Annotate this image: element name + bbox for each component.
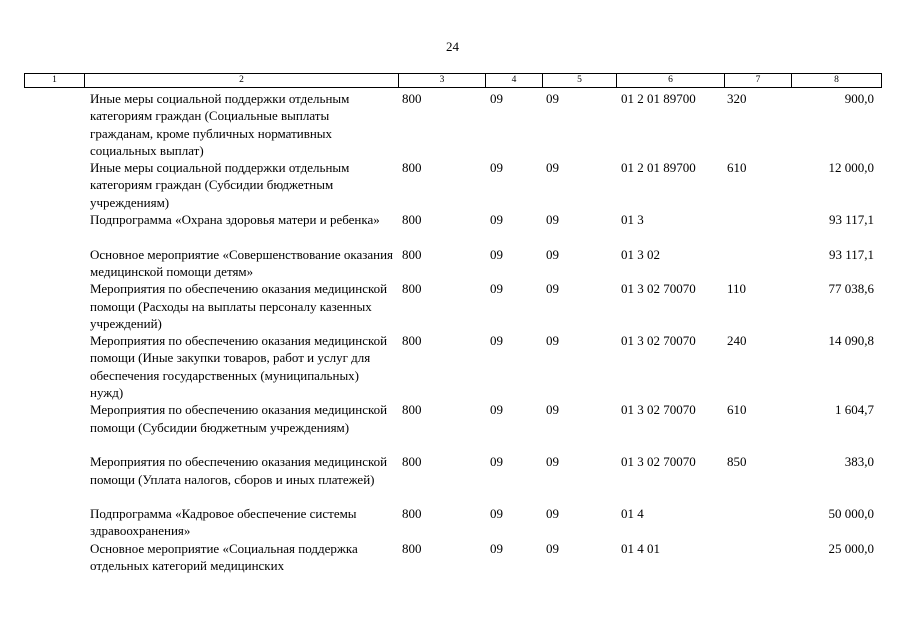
row-col-8: 12 000,0	[828, 160, 874, 176]
table-row	[0, 540, 905, 575]
row-col-4: 09	[490, 540, 503, 556]
row-col-7: 240	[727, 333, 747, 349]
row-col-8: 1 604,7	[835, 402, 874, 418]
row-col-3: 800	[402, 454, 422, 470]
row-col-7: 320	[727, 91, 747, 106]
row-col-5: 09	[546, 91, 559, 106]
row-col-3: 800	[402, 540, 422, 556]
column-number-3: 3	[399, 74, 486, 88]
row-col-6: 01 4	[621, 506, 644, 522]
row-col-5: 09	[546, 212, 559, 228]
row-col-8: 25 000,0	[828, 540, 874, 556]
budget-rows	[0, 90, 905, 574]
row-col-8: 383,0	[844, 454, 874, 470]
page-number: 24	[446, 39, 459, 54]
row-col-6: 01 3 02 70070	[621, 402, 696, 418]
row-col-6: 01 2 01 89700	[621, 91, 696, 106]
table-row	[0, 505, 905, 540]
column-number-1: 1	[25, 74, 85, 88]
column-header-table	[24, 73, 882, 88]
row-col-8: 93 117,1	[828, 246, 874, 262]
row-col-6: 01 3	[621, 212, 644, 228]
row-col-6: 01 3 02 70070	[621, 281, 696, 297]
row-name: Подпрограмма «Кадровое обеспечение системы здравоохранения»	[90, 506, 357, 539]
row-col-5: 09	[546, 540, 559, 556]
row-col-7: 110	[727, 281, 747, 297]
row-col-6: 01 2 01 89700	[621, 160, 696, 176]
column-number-6: 6	[617, 74, 725, 88]
row-col-7: 610	[727, 402, 747, 418]
row-col-3: 800	[402, 281, 422, 297]
row-col-3: 800	[402, 333, 422, 349]
row-col-8: 14 090,8	[828, 333, 874, 349]
column-number-8: 8	[792, 74, 882, 88]
row-name: Мероприятия по обеспечению оказания медицинской помощи (Уплата налогов, сборов и иных платежей)	[90, 454, 388, 487]
row-col-4: 09	[490, 402, 503, 418]
row-name: Основное мероприятие «Совершенствование оказания медицинской помощи детям»	[90, 246, 394, 279]
row-col-5: 09	[546, 281, 559, 297]
column-number-7: 7	[725, 74, 792, 88]
row-col-8: 93 117,1	[828, 212, 874, 228]
table-row	[0, 90, 905, 159]
row-name: Основное мероприятие «Социальная поддержка отдельных категорий медицинских	[90, 540, 358, 574]
row-name: Мероприятия по обеспечению оказания медицинской помощи (Расходы на выплаты персоналу казенных учреждений)	[90, 281, 388, 331]
row-col-6: 01 3 02 70070	[621, 333, 696, 349]
column-number-2: 2	[85, 74, 399, 88]
table-row	[0, 332, 905, 401]
row-col-4: 09	[490, 160, 503, 176]
row-col-5: 09	[546, 333, 559, 349]
column-number-4: 4	[486, 74, 543, 88]
row-col-5: 09	[546, 402, 559, 418]
row-col-3: 800	[402, 160, 422, 176]
row-col-4: 09	[490, 333, 503, 349]
column-header-row	[25, 74, 882, 88]
table-row	[0, 280, 905, 332]
row-col-6: 01 3 02	[621, 246, 660, 262]
row-col-7: 610	[727, 160, 747, 176]
row-col-4: 09	[490, 454, 503, 470]
row-name: Мероприятия по обеспечению оказания медицинской помощи (Субсидии бюджетным учреждениям)	[90, 402, 388, 435]
row-col-3: 800	[402, 212, 422, 228]
table-row	[0, 211, 905, 246]
row-col-3: 800	[402, 246, 422, 262]
row-col-5: 09	[546, 160, 559, 176]
row-col-4: 09	[490, 246, 503, 262]
row-col-3: 800	[402, 91, 422, 106]
row-col-4: 09	[490, 212, 503, 228]
table-row	[0, 246, 905, 281]
row-col-8: 50 000,0	[828, 506, 874, 522]
row-col-3: 800	[402, 402, 422, 418]
row-name: Мероприятия по обеспечению оказания медицинской помощи (Иные закупки товаров, работ и услуг для обеспечения государственных (муниципальных) нужд)	[90, 333, 388, 401]
row-col-7: 850	[727, 454, 747, 470]
row-name: Иные меры социальной поддержки отдельным категориям граждан (Субсидии бюджетным учреждениям)	[90, 160, 350, 210]
row-col-5: 09	[546, 246, 559, 262]
row-col-4: 09	[490, 506, 503, 522]
row-col-5: 09	[546, 506, 559, 522]
table-row	[0, 453, 905, 505]
row-col-8: 900,0	[844, 91, 874, 106]
row-col-3: 800	[402, 506, 422, 522]
column-number-5: 5	[543, 74, 617, 88]
row-col-8: 77 038,6	[828, 281, 874, 297]
row-col-6: 01 3 02 70070	[621, 454, 696, 470]
row-name: Иные меры социальной поддержки отдельным категориям граждан (Социальные выплаты гражданам, кроме публичных нормативных социальных выплат)	[90, 91, 350, 158]
row-name: Подпрограмма «Охрана здоровья матери и ребенка»	[90, 212, 380, 228]
row-col-6: 01 4 01	[621, 540, 660, 556]
table-row	[0, 159, 905, 211]
row-col-4: 09	[490, 281, 503, 297]
row-col-5: 09	[546, 454, 559, 470]
row-col-4: 09	[490, 91, 503, 106]
table-row	[0, 401, 905, 453]
